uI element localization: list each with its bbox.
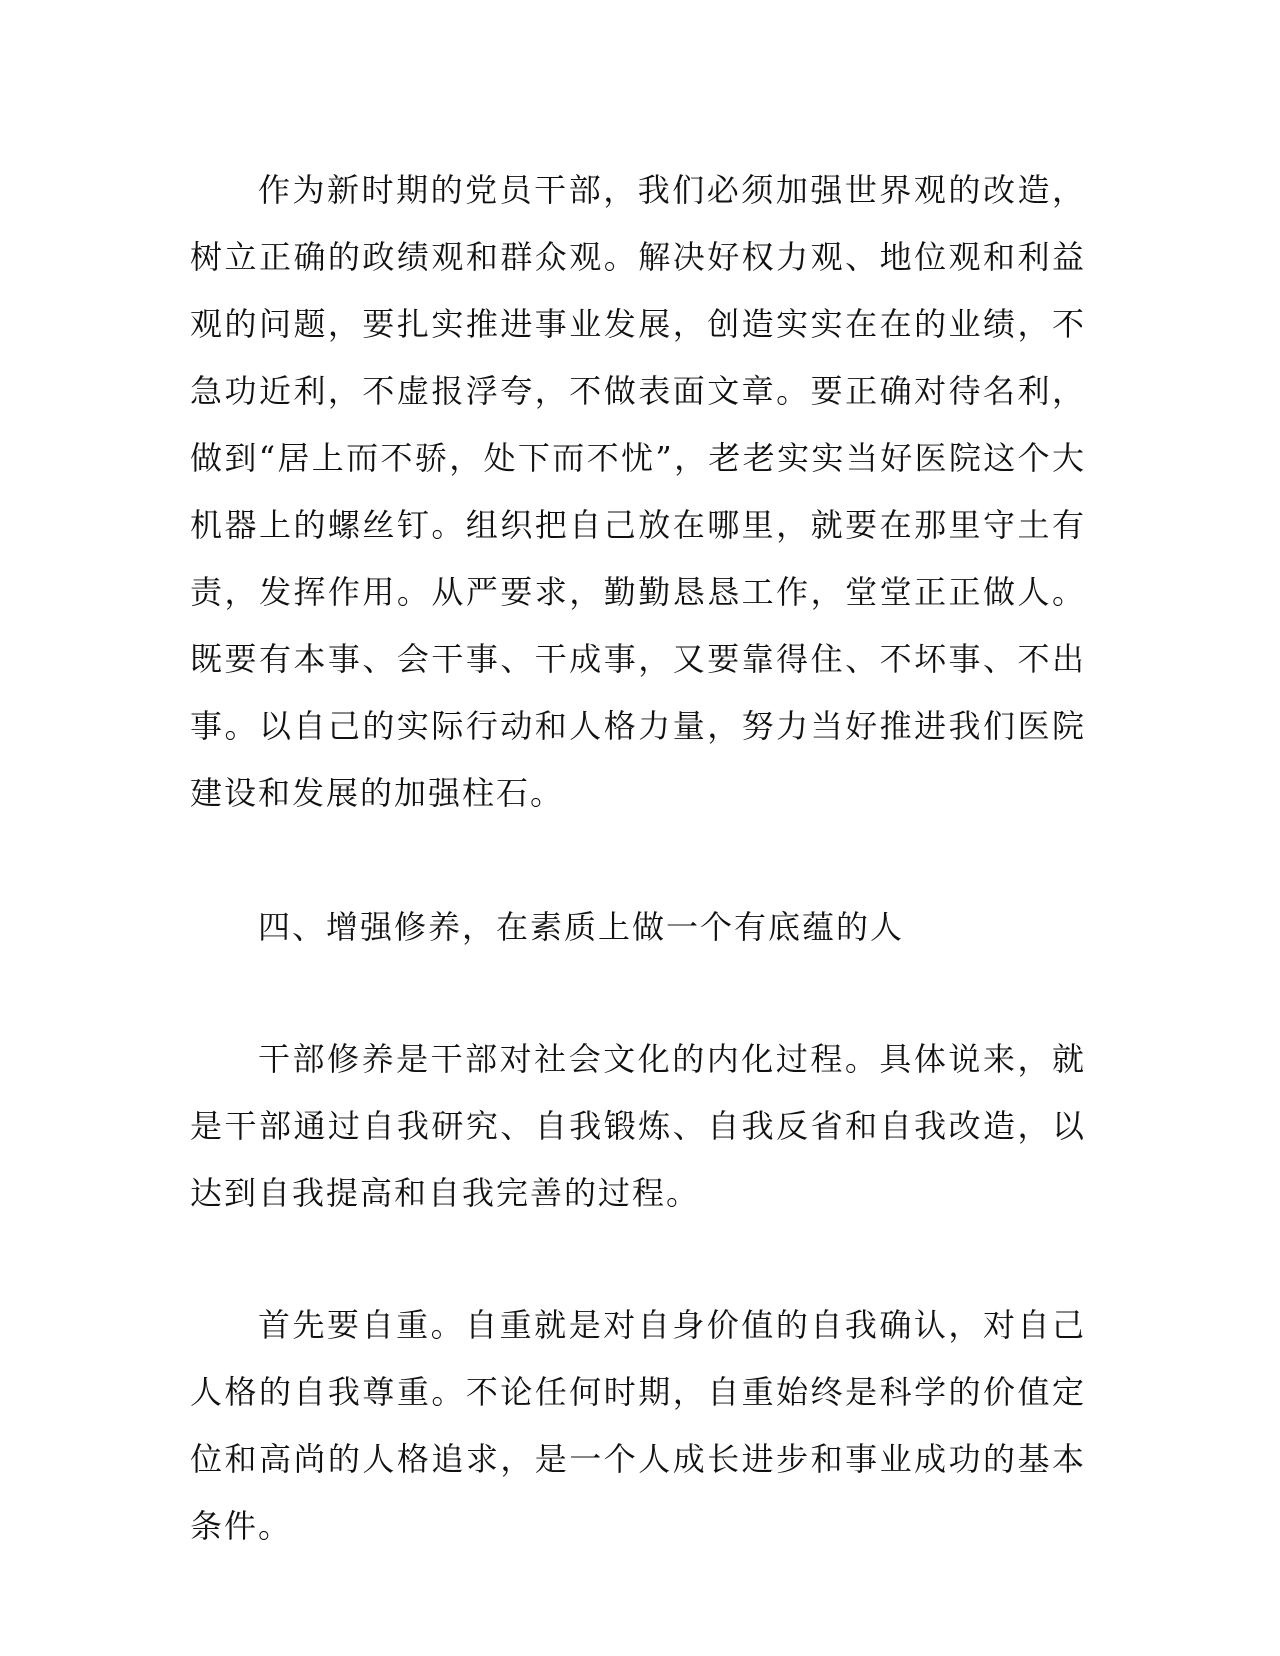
body-paragraph-self-respect: 首先要自重。自重就是对自身价值的自我确认，对自己人格的自我尊重。不论任何时期，自重始终是科学的价值定位和高尚的人格追求，是一个人成长进步和事业成功的基本条件。: [190, 1306, 1086, 1545]
body-paragraph-cadre-cultivation: 干部修养是干部对社会文化的内化过程。具体说来，就是干部通过自我研究、自我锻炼、自我反省和自我改造，以达到自我提高和自我完善的过程。: [190, 1040, 1086, 1212]
section-heading-4: 四、增强修养，在素质上做一个有底蕴的人: [258, 908, 905, 946]
body-paragraph-party-cadre: 作为新时期的党员干部，我们必须加强世界观的改造，树立正确的政绩观和群众观。解决好权力观、地位观和利益观的问题，要扎实推进事业发展，创造实实在在的业绩，不急功近利，不虚报浮夸，不做表面文章。要正确对待名利，做到“居上而不骄，处下而不忧”，老老实实当好医院这个大机器上的螺丝钉。组织把自己放在哪里，就要在那里守土有责，发挥作用。从严要求，勤勤恳恳工作，堂堂正正做人。既要有本事、会干事、干成事，又要靠得住、不坏事、不出事。以自己的实际行动和人格力量，努力当好推进我们医院建设和发展的加强柱石。: [190, 171, 1086, 812]
